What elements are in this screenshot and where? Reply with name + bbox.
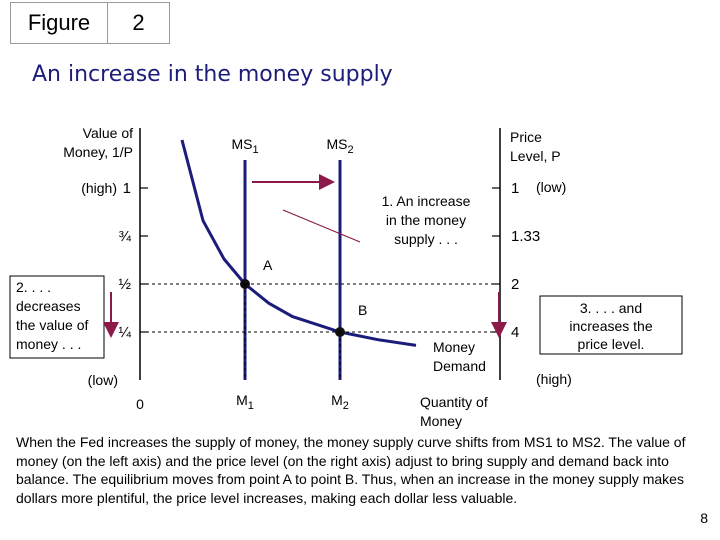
x-axis-label: Money [420, 413, 463, 429]
x-tick-label: $M_1$ [236, 392, 254, 412]
left-tick-label: ½ [118, 276, 131, 293]
annotation-3-text: increases the [569, 318, 653, 334]
annotation-1-text: supply . . . [394, 231, 458, 247]
supply-label-ms2: $MS_2$ [326, 136, 354, 156]
left-axis-label: Money, 1/P [63, 144, 133, 160]
figure-number: 2 [132, 10, 145, 35]
right-low-label: (low) [536, 179, 567, 195]
annotation-1-leader [283, 210, 360, 242]
supply-label-ms1: $MS_1$ [231, 136, 259, 156]
x-tick-label: $M_2$ [331, 392, 349, 412]
annotation-2-text: 2. . . . [16, 279, 52, 295]
annotation-2-text: decreases [16, 298, 81, 314]
left-high-label: (high) [81, 180, 117, 196]
annotation-3-text: 3. . . . and [579, 300, 643, 316]
caption [16, 433, 706, 507]
money-demand-label: Demand [433, 358, 486, 374]
annotation-1-text: 1. An increase [381, 193, 471, 209]
page-title: An increase in the money supply [32, 62, 393, 87]
caption-text: When the Fed increases the supply of money, the money supply curve shifts from MS1 to MS2. The value of money (on the left axis) and the price level (on the right axis) adjust to bring supply and demand back into balance. The equilibrium moves from point A to point B. Thus, when an increase in the money supply makes dollars more plentiful, the price level increases, making each dollar less valuable. [16, 434, 686, 506]
right-high-label: (high) [536, 371, 572, 387]
left-tick-label: ¾ [118, 228, 131, 245]
equilibrium-label-a: A [263, 257, 273, 273]
money-demand-curve [182, 140, 416, 345]
right-tick-label: 1 [511, 180, 520, 197]
x-tick-label: 0 [136, 396, 144, 412]
equilibrium-label-b: B [358, 302, 368, 318]
right-tick-label: 1.33 [511, 228, 541, 245]
money-demand-label: Money [433, 339, 476, 355]
page-number: 8 [700, 510, 708, 526]
x-axis-label: Quantity of [420, 394, 488, 410]
left-tick-label: 1 [122, 180, 131, 197]
right-tick-label: 4 [511, 324, 520, 341]
left-tick-label: ¼ [118, 324, 131, 341]
left-low-label: (low) [87, 372, 118, 388]
annotation-2-text: money . . . [16, 336, 82, 352]
left-axis-label: Value of [82, 125, 133, 141]
right-axis-label: Price [510, 129, 542, 145]
figure-word: Figure [11, 3, 108, 43]
annotation-3-text: price level. [577, 336, 645, 352]
right-axis-label: Level, P [510, 148, 561, 164]
right-tick-label: 2 [511, 276, 520, 293]
annotation-2-text: the value of [16, 317, 89, 333]
annotation-1-text: in the money [385, 212, 467, 228]
